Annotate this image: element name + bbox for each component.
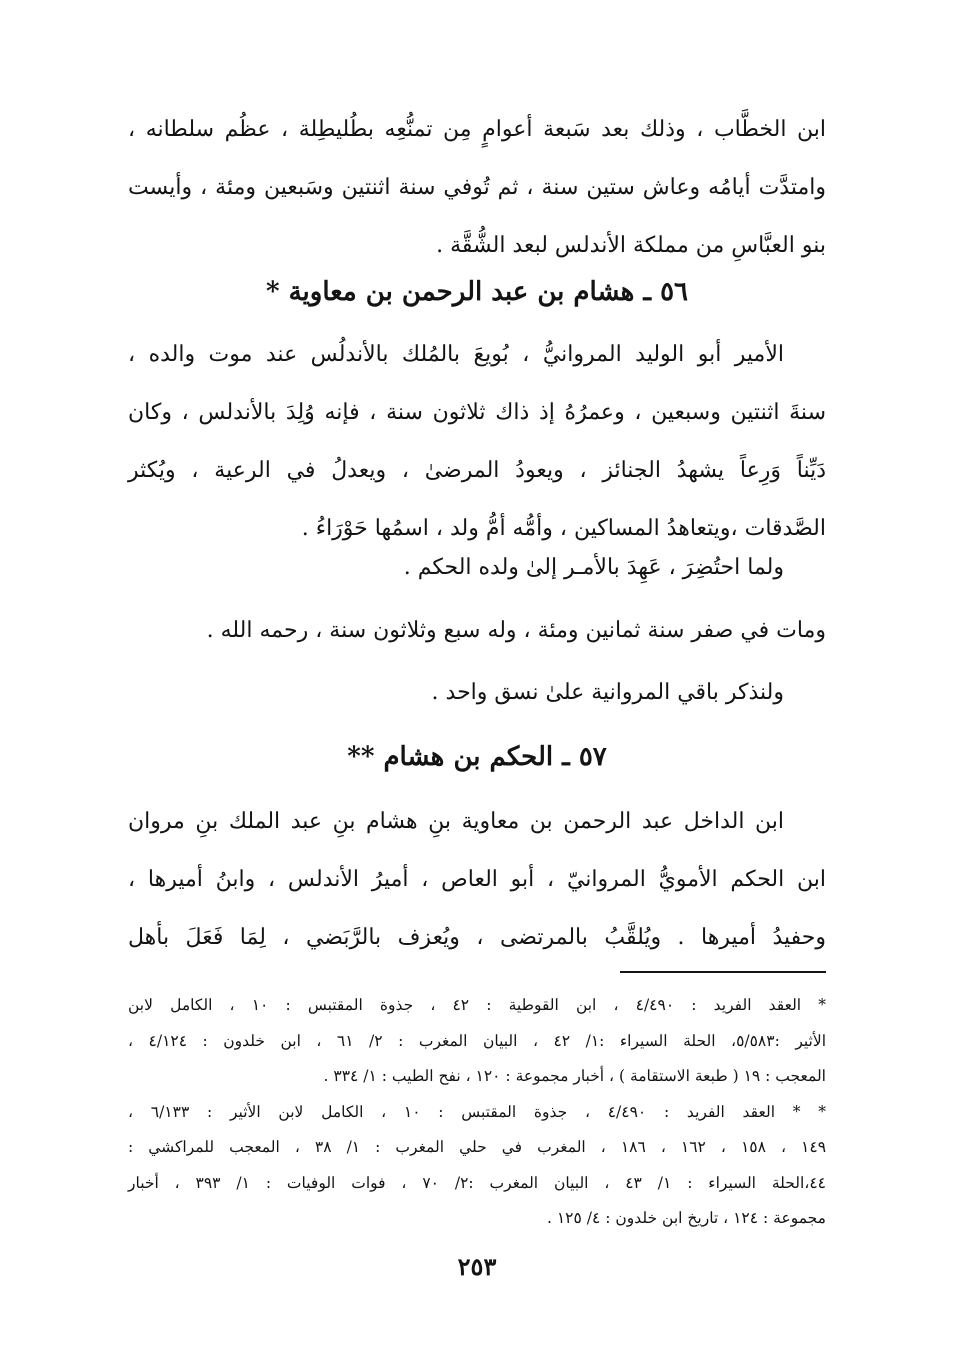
text-line: ولما احتُضِرَ ، عَهِدَ بالأمـر إلىٰ ولده الحكم . (403, 555, 784, 580)
section-heading-56: ٥٦ ـ هشام بن عبد الرحمن بن معاوية * (265, 277, 689, 307)
section-heading-57: ٥٧ ـ الحكم بن هشام ** (347, 742, 607, 772)
text-line: الصَّدقات ،ويتعاهدُ المساكين ، وأمُّه أمُّ ولد ، اسمُها حَوْرَاءُ . (301, 516, 826, 541)
section-56-paragraph-2 (128, 539, 826, 597)
footnote-line: * العقد الفريد : ٤/٤٩٠ ، ابن القوطية : ٤٢ ، جذوة المقتبس : ١٠ ، الكامل لابن (128, 996, 826, 1014)
text-line: ابن الحكم الأمويُّ المروانيّ ، أبو العاص ، أميرُ الأندلس ، وابنُ أميرها ، (128, 867, 826, 892)
section-56-paragraph-3 (128, 602, 826, 660)
footnote-line: مجموعة : ١٢٤ ، تاريخ ابن خلدون : ٤/ ١٢٥ . (547, 1209, 826, 1227)
footnote-divider (620, 971, 826, 973)
text-line: ابن الداخل عبد الرحمن بن معاوية بنِ هشام بنِ عبد الملك بنِ مروان (128, 809, 784, 834)
text-line: الأمير أبو الوليد المروانيُّ ، بُويعَ بالمُلك بالأندلُس عند موت والده ، (128, 342, 784, 367)
page-number: ٢٥٣ (457, 1252, 497, 1281)
intro-paragraph (128, 101, 826, 275)
text-line: وحفيدُ أميرها . ويُلقَّبُ بالمرتضى ، ويُعزف بالرَّبَضي ، لِمَا فَعَلَ بأهل (128, 925, 826, 950)
footnote-line: ١٤٩ ، ١٥٨ ، ١٦٢ ، ١٨٦ ، المغرب في حلي المغرب : ١/ ٣٨ ، المعجب للمراكشي : (128, 1138, 827, 1156)
section-56-paragraph-1 (128, 326, 826, 558)
footnote-line: المعجب : ١٩ ( طبعة الاستقامة ) ، أخبار مجموعة : ١٢٠ ، نفح الطيب : ١/ ٣٣٤ . (323, 1067, 826, 1085)
footnote-line: الأثير :٥/٥٨٣، الحلة السيراء :١/ ٤٢ ، البيان المغرب : ٢/ ٦١ ، ابن خلدون : ٤/١٢٤ ، (128, 1031, 827, 1050)
text-line: ولنذكر باقي المروانية علىٰ نسق واحد . (431, 680, 784, 705)
text-line: وامتدَّت أيامُه وعاش ستين سنة ، ثم تُوفي سنة اثنتين وسَبعين ومئة ، وأيست (128, 175, 826, 200)
text-line: ابن الخطَّاب ، وذلك بعد سَبعة أعوامٍ مِن تمنُّعِه بطُليطِلة ، عظُم سلطانه ، (128, 117, 826, 142)
text-line: بنو العبَّاسِ من مملكة الأندلس لبعد الشُّقَّة . (436, 233, 826, 258)
text-line: سنةَ اثنتين وسبعين ، وعمرُهُ إذ ذاك ثلاثون سنة ، فإنه وُلِدَ بالأندلس ، وكان (128, 400, 826, 425)
section-57-paragraph-1 (128, 793, 826, 967)
footnotes (128, 988, 826, 1237)
text-line: دَيِّناً وَرِعاً يشهدُ الجنائز ، ويعودُ المرضىٰ ، ويعدلُ في الرعية ، ويُكثر (128, 458, 826, 483)
text-line: ومات في صفر سنة ثمانين ومئة ، وله سبع وثلاثون سنة ، رحمه الله . (206, 618, 826, 643)
footnote-line: * * العقد الفريد : ٤/٤٩٠ ، جذوة المقتبس : ١٠ ، الكامل لابن الأثير : ٦/١٣٣ ، (128, 1102, 826, 1121)
section-56-paragraph-4 (128, 664, 826, 722)
footnote-line: ٤٤،الحلة السيراء : ١/ ٤٣ ، البيان المغرب :٢/ ٧٠ ، فوات الوفيات : ١/ ٣٩٣ ، أخبار (128, 1173, 826, 1192)
